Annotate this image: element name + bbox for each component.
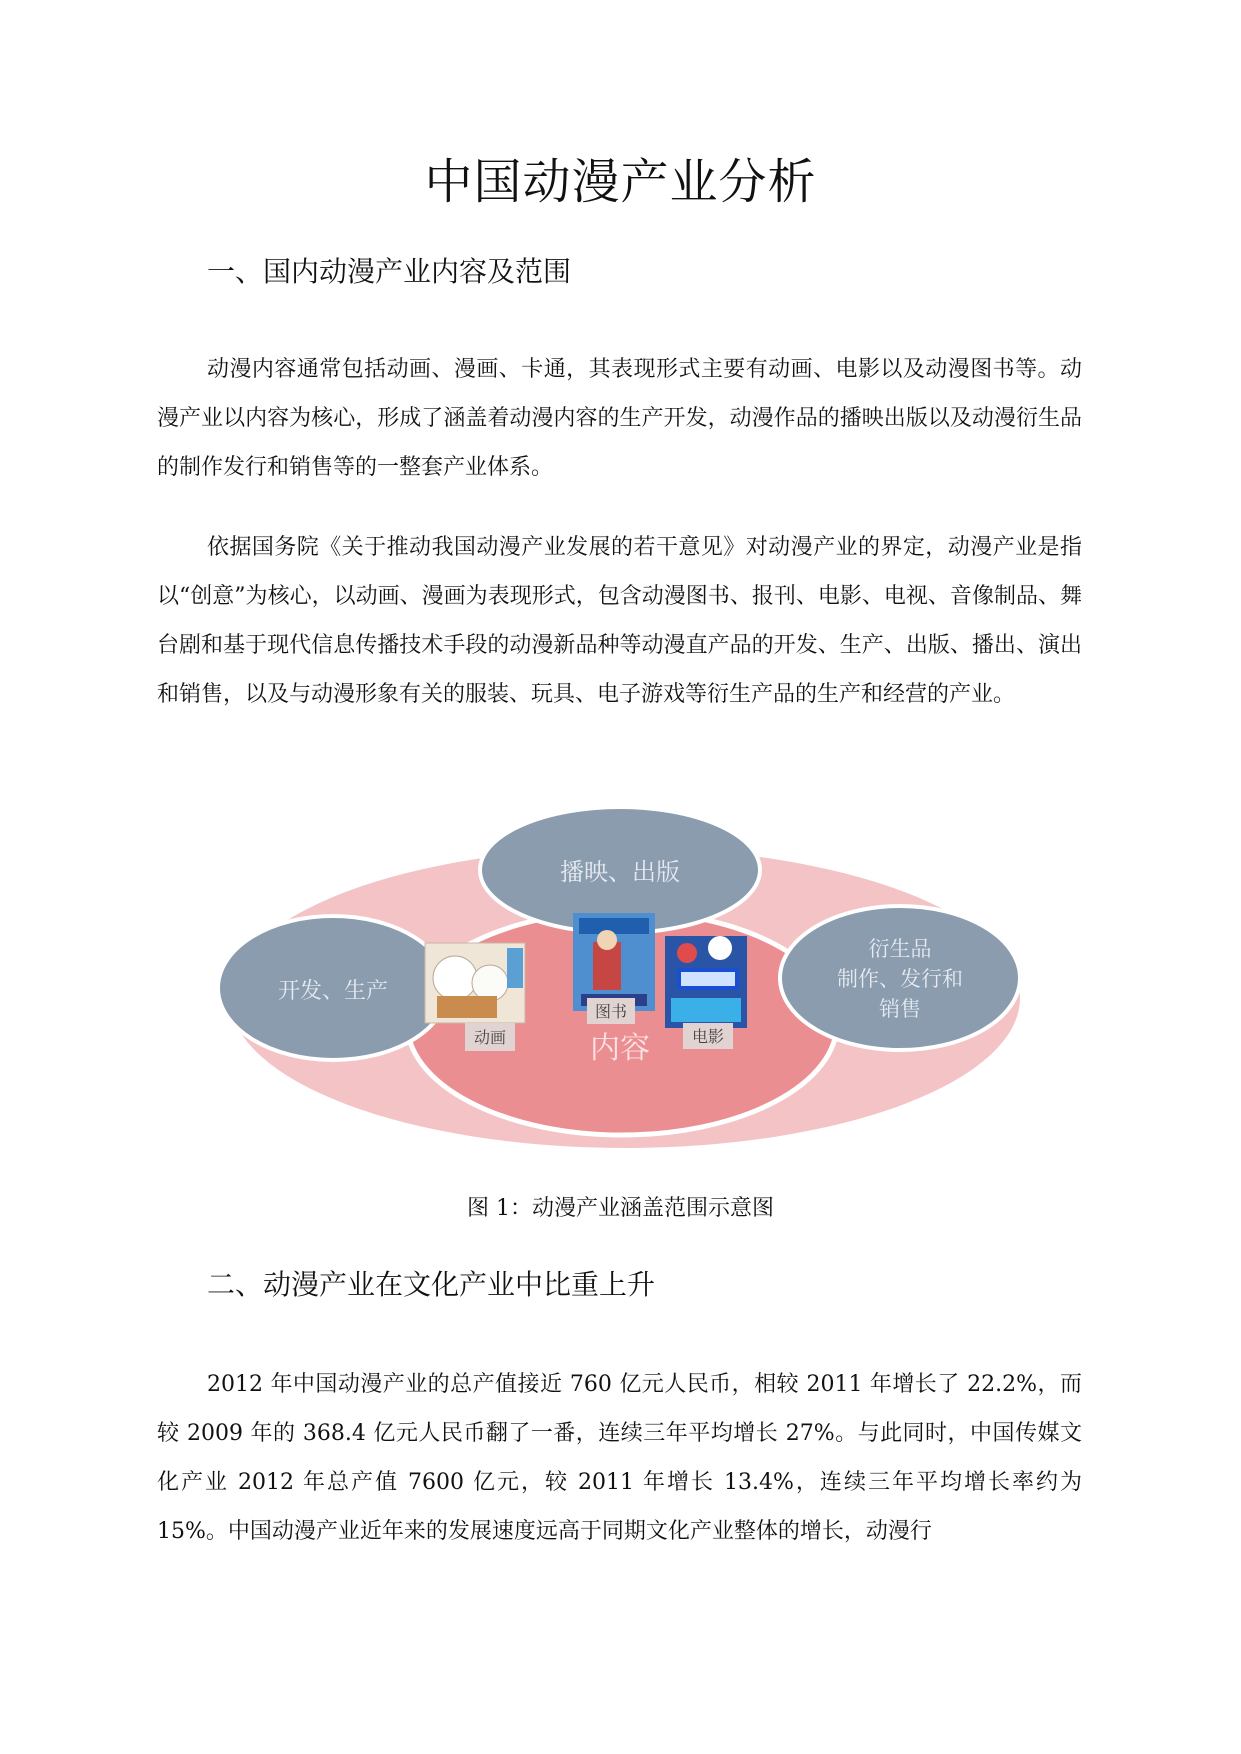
section-heading-2: 二、动漫产业在文化产业中比重上升 <box>207 1268 656 1301</box>
paragraph-content-definition: 动漫内容通常包括动画、漫画、卡通，其表现形式主要有动画、电影以及动漫图书等。动漫产业以内容为核心，形成了涵盖着动漫内容的生产开发，动漫作品的播映出版以及动漫衍生品的制作发行和销售等的一整套产业体系。 <box>157 357 1082 480</box>
node-right-label-1: 衍生品 <box>868 937 932 961</box>
node-top-label: 播映、出版 <box>560 858 680 886</box>
industry-scope-diagram <box>215 808 1035 1150</box>
books-cover-image <box>573 913 655 1011</box>
node-right-label-2: 制作、发行和 <box>837 967 963 991</box>
node-left-label: 开发、生产 <box>277 979 389 1004</box>
figure-caption: 图 1：动漫产业涵盖范围示意图 <box>467 1196 774 1221</box>
page-title: 中国动漫产业分析 <box>424 154 817 210</box>
animation-label: 动画 <box>473 1028 507 1047</box>
paragraph-industry-definition: 依据国务院《关于推动我国动漫产业发展的若干意见》对动漫产业的界定，动漫产业是指以“创意”为核心，以动画、漫画为表现形式，包含动漫图书、报刊、电影、电视、音像制品、舞台剧和基于现代信息传播技术手段的动漫新品种等动漫直产品的开发、生产、出版、播出、演出和销售，以及与动漫形象有关的服装、玩具、电子游戏等衍生产品的生产和经营的产业。 <box>157 535 1082 707</box>
node-right-label-3: 销售 <box>879 997 921 1021</box>
film-label: 电影 <box>691 1027 725 1046</box>
section-heading-1: 一、国内动漫产业内容及范围 <box>207 255 572 288</box>
film-cover-image <box>665 936 747 1028</box>
center-content-label: 内容 <box>590 1031 650 1066</box>
books-label: 图书 <box>594 1002 628 1021</box>
paragraph-output-growth: 2012 年中国动漫产业的总产值接近 760 亿元人民币，相较 2011 年增长了 22.2%，而较 2009 年的 368.4 亿元人民币翻了一番，连续三年平均增长 27%。与此同时，中国传媒文化产业 2012 年总产值 7600 亿元，较 2011 年增长 13.4%，连续三年平均增长率约为 15%。中国动漫产业近年来的发展速度远高于同期文化产业整体的增长，动漫行 <box>157 1372 1082 1544</box>
animation-cover-image <box>425 943 525 1023</box>
